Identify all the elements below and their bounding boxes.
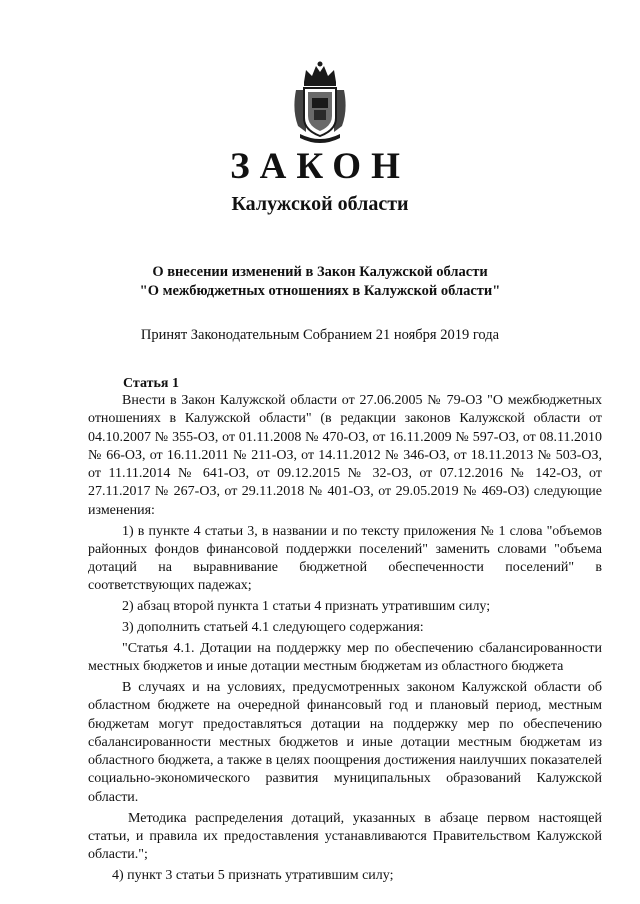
- paragraph-article-4-1-text: В случаях и на условиях, предусмотренных законом Калужской области об областном бюджете на очередной финансовый год и плановый период, местным бюджетам могут предоставляться дотации на поддержку мер по обеспечению сбалансированности местных бюджетов и иные дотации местным бюджетам из областного бюджета, а также в целях поощрения достижения наилучших показателей социально-экономического развития муниципальных образований Калужской области.: [88, 679, 602, 805]
- adoption-line: Принят Законодательным Собранием 21 ноября 2019 года: [140, 327, 500, 343]
- paragraph-methodology: Методика распределения дотаций, указанных в абзаце первом настоящей статьи, и правила их предоставления устанавливаются Правительством Калужской области.";: [88, 810, 602, 863]
- paragraph-article-4-1-title: "Статья 4.1. Дотации на поддержку мер по обеспечению сбалансированности местных бюджетов и иные дотации местным бюджетам из областного бюджета: [88, 640, 602, 675]
- law-title: ЗАКОН: [230, 146, 410, 187]
- paragraph-item-4: 4) пункт 3 статьи 5 признать утратившим силу;: [112, 867, 394, 883]
- heading-line-2: "О межбюджетных отношениях в Калужской области": [139, 283, 501, 299]
- paragraph-intro: Внести в Закон Калужской области от 27.06.2005 № 79-ОЗ "О межбюджетных отношениях в Калужской области" (в редакции законов Калужской области от 04.10.2007 № 355-ОЗ, от 01.11.2008 № 470-ОЗ, от 16.11.2009 № 597-ОЗ, от 08.11.2010 № 66-ОЗ, от 16.11.2011 № 211-ОЗ, от 14.11.2012 № 346-ОЗ, от 18.11.2013 № 503-ОЗ, от 11.11.2014 № 641-ОЗ, от 09.12.2015 № 32-ОЗ, от 07.12.2016 № 142-ОЗ, от 27.11.2017 № 267-ОЗ, от 29.11.2018 № 401-ОЗ, от 29.05.2019 № 469-ОЗ) следующие изменения:: [88, 393, 602, 518]
- paragraph-item-2: 2) абзац второй пункта 1 статьи 4 признать утратившим силу;: [122, 599, 491, 615]
- paragraph-item-3: 3) дополнить статьей 4.1 следующего содержания:: [122, 620, 424, 636]
- article-body: [88, 392, 602, 888]
- law-heading: [0, 263, 640, 301]
- heading-line-1: О внесении изменений в Закон Калужской области: [152, 264, 488, 280]
- region-name: Калужской области: [231, 193, 409, 215]
- paragraph-item-1: 1) в пункте 4 статьи 3, в названии и по тексту приложения № 1 слова "объемов районных фондов финансовой поддержки поселений" заменить словами "объема дотаций на выравнивание бюджетной обеспеченности поселений" в соответствующих падежах;: [88, 523, 602, 594]
- article-title: Статья 1: [123, 376, 179, 391]
- coat-of-arms-icon: [290, 60, 350, 144]
